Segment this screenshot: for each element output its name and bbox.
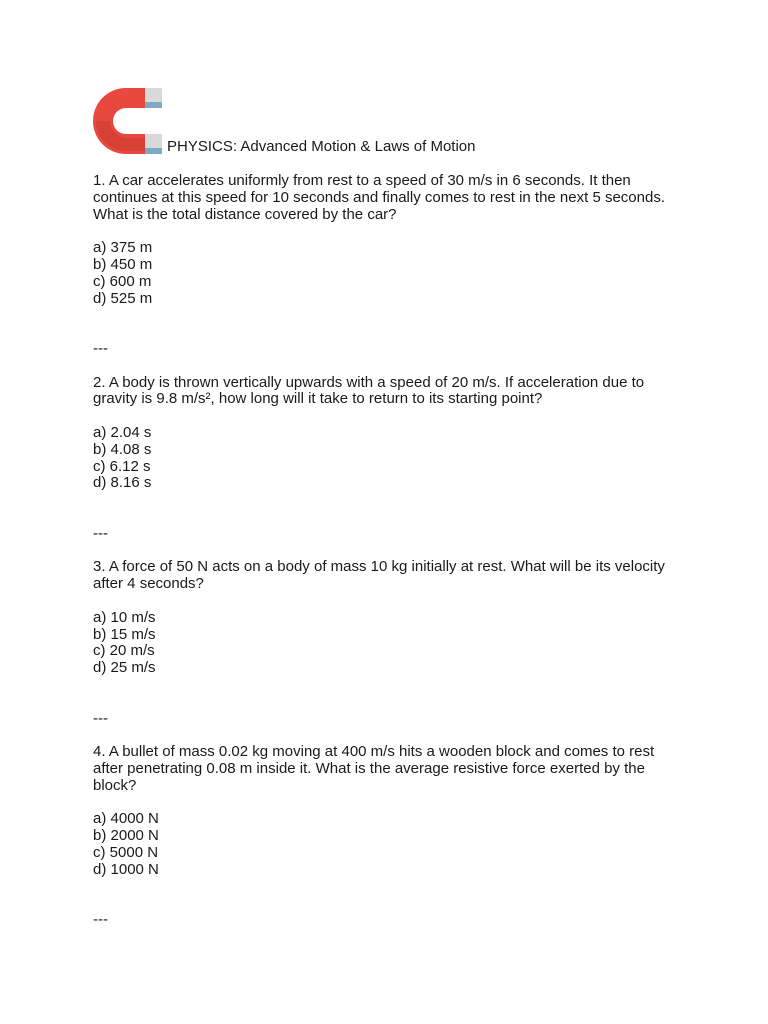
document-header xyxy=(93,88,476,154)
document-title: PHYSICS: Advanced Motion & Laws of Motion xyxy=(167,138,476,155)
answer-option-a: a) 2.04 s xyxy=(93,423,152,441)
question-text: 4. A bullet of mass 0.02 kg moving at 400 m/s hits a wooden block and comes to rest after penetrating 0.08 m inside it. What is the average resistive force exerted by the block? xyxy=(93,743,655,794)
answer-option-d: d) 8.16 s xyxy=(93,474,152,492)
answer-option-b: b) 4.08 s xyxy=(93,440,152,458)
answer-options xyxy=(93,610,683,677)
question-block-1 xyxy=(93,173,683,358)
separator: --- xyxy=(93,524,108,542)
question-text: 3. A force of 50 N acts on a body of mass 10 kg initially at rest. What will be its velocity after 4 seconds? xyxy=(93,558,665,593)
answer-option-b: b) 2000 N xyxy=(93,827,159,845)
answer-option-c: c) 6.12 s xyxy=(93,457,151,475)
separator: --- xyxy=(93,911,108,929)
question-list xyxy=(93,173,683,946)
answer-option-c: c) 20 m/s xyxy=(93,642,155,660)
answer-option-d: d) 525 m xyxy=(93,289,153,307)
answer-option-d: d) 1000 N xyxy=(93,860,159,878)
question-block-4 xyxy=(93,744,683,929)
question-block-3 xyxy=(93,559,683,727)
answer-option-c: c) 5000 N xyxy=(93,843,159,861)
answer-option-a: a) 10 m/s xyxy=(93,608,156,626)
answer-option-b: b) 450 m xyxy=(93,255,153,273)
question-text: 1. A car accelerates uniformly from rest to a speed of 30 m/s in 6 seconds. It then continues at this speed for 10 seconds and finally comes to rest in the next 5 seconds. What is the total distance covered by the car? xyxy=(93,172,665,223)
answer-option-b: b) 15 m/s xyxy=(93,625,156,643)
question-block-2 xyxy=(93,375,683,543)
separator: --- xyxy=(93,709,108,727)
answer-option-c: c) 600 m xyxy=(93,272,152,290)
question-text: 2. A body is thrown vertically upwards with a speed of 20 m/s. If acceleration due to gravity is 9.8 m/s², how long will it take to return to its starting point? xyxy=(93,373,645,408)
magnet-icon xyxy=(93,88,163,154)
answer-option-d: d) 25 m/s xyxy=(93,659,156,677)
answer-options xyxy=(93,425,683,492)
answer-options xyxy=(93,240,683,307)
answer-options xyxy=(93,811,683,878)
separator: --- xyxy=(93,339,108,357)
answer-option-a: a) 375 m xyxy=(93,239,153,257)
answer-option-a: a) 4000 N xyxy=(93,810,159,828)
